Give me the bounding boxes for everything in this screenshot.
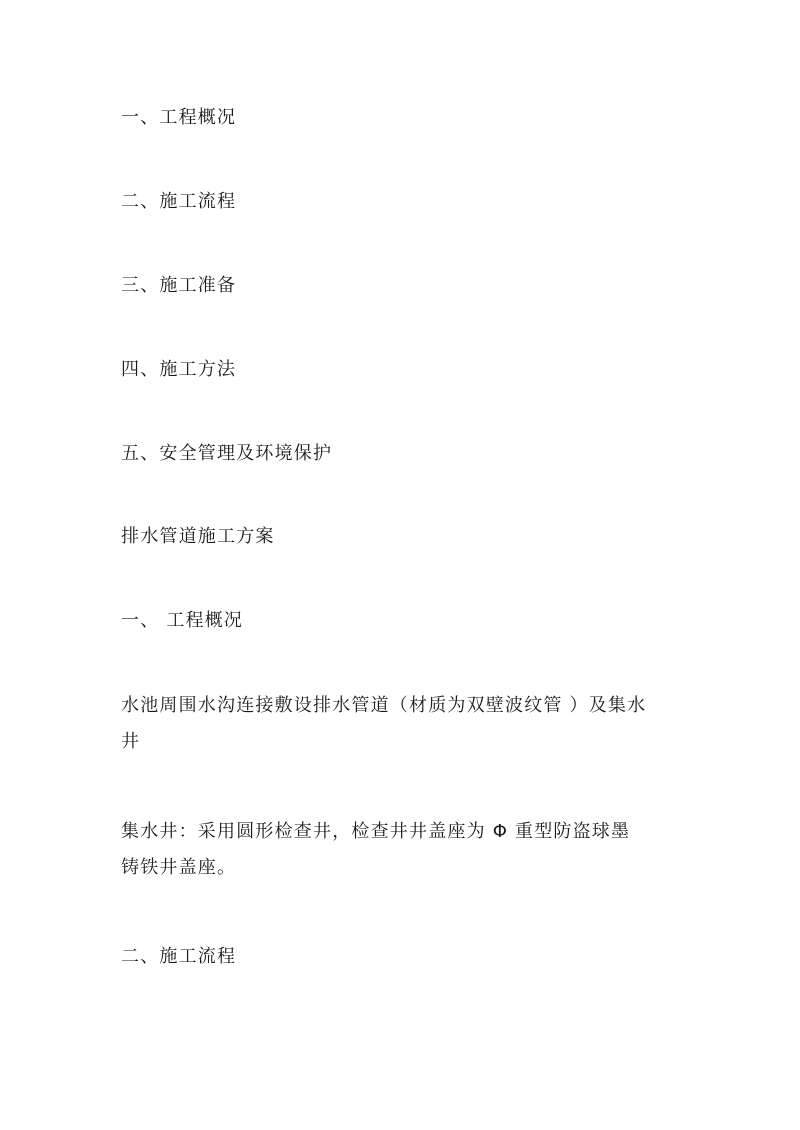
paragraph-sump-well (121, 814, 701, 886)
toc-item-3: 三、施工准备 (121, 275, 237, 296)
paragraph-sump-well-line-1: 集水井：采用圆形检查井，检查井井盖座为 Φ 重型防盗球墨 (121, 821, 631, 842)
toc-item-2: 二、施工流程 (121, 191, 237, 212)
toc-item-4: 四、施工方法 (121, 359, 237, 380)
paragraph-sump-well-line-2: 铸铁井盖座。 (121, 857, 237, 878)
section-heading-process: 二、施工流程 (121, 946, 237, 967)
paragraph-pipeline-line-2: 井 (121, 731, 141, 752)
toc-item-5: 五、安全管理及环境保护 (121, 443, 333, 464)
paragraph-pipeline-line-1: 水池周围水沟连接敷设排水管道（材质为双壁波纹管 ）及集水 (121, 695, 647, 716)
paragraph-pipeline (121, 688, 701, 760)
toc-item-1: 一、工程概况 (121, 107, 237, 128)
section-heading-overview: 一、 工程概况 (121, 610, 244, 631)
document-title: 排水管道施工方案 (121, 526, 275, 547)
